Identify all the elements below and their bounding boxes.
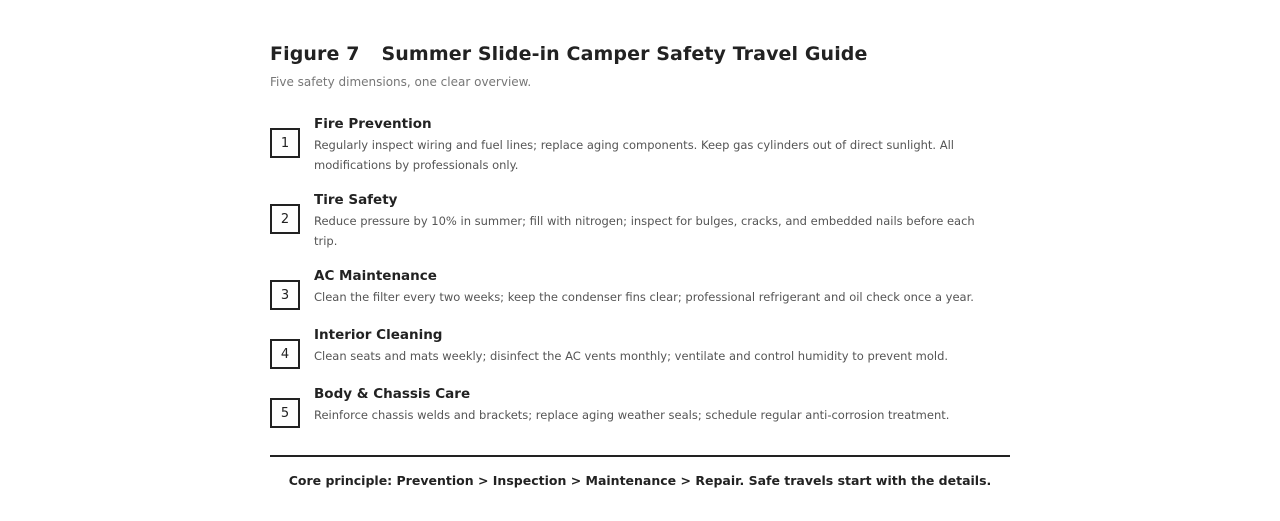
item-title: Body & Chassis Care: [314, 386, 471, 402]
item-text: [314, 190, 1010, 251]
safety-item-fire-prevention: [270, 114, 1010, 175]
item-number-badge: 3: [270, 280, 300, 310]
safety-item-interior-cleaning: [270, 325, 1010, 369]
item-title: Interior Cleaning: [314, 327, 443, 343]
item-description: Clean the filter every two weeks; keep the condenser fins clear; professional refrigerant and oil check once a year.: [314, 290, 974, 304]
item-title: AC Maintenance: [314, 268, 437, 284]
item-text: [314, 266, 1010, 307]
figure-subtitle: Five safety dimensions, one clear overview.: [270, 75, 532, 89]
safety-list: [270, 114, 1010, 428]
core-principle: Core principle: Prevention > Inspection > Maintenance > Repair. Safe travels start with the details.: [288, 473, 992, 488]
item-text: [314, 114, 1010, 175]
figure-title: Summer Slide-in Camper Safety Travel Guide: [381, 43, 868, 65]
safety-item-ac-maintenance: [270, 266, 1010, 310]
item-title: Fire Prevention: [314, 116, 432, 132]
item-description: Reduce pressure by 10% in summer; fill with nitrogen; inspect for bulges, cracks, and embedded nails before each trip.: [314, 214, 975, 248]
safety-item-body-chassis-care: [270, 384, 1010, 428]
item-description: Regularly inspect wiring and fuel lines; replace aging components. Keep gas cylinders out of direct sunlight. All modifications by professionals only.: [314, 138, 955, 172]
safety-item-tire-safety: [270, 190, 1010, 251]
item-number-badge: 1: [270, 128, 300, 158]
item-description: Reinforce chassis welds and brackets; replace aging weather seals; schedule regular anti-corrosion treatment.: [314, 408, 950, 422]
figure-heading: [270, 40, 1010, 68]
item-number-badge: 5: [270, 398, 300, 428]
item-number-badge: 2: [270, 204, 300, 234]
divider: [270, 455, 1010, 457]
item-text: [314, 325, 1010, 366]
item-description: Clean seats and mats weekly; disinfect the AC vents monthly; ventilate and control humidity to prevent mold.: [314, 349, 949, 363]
figure-content: [270, 40, 1010, 490]
item-text: [314, 384, 1010, 425]
item-number-badge: 4: [270, 339, 300, 369]
item-title: Tire Safety: [314, 192, 398, 208]
figure-label: Figure 7: [270, 43, 360, 65]
